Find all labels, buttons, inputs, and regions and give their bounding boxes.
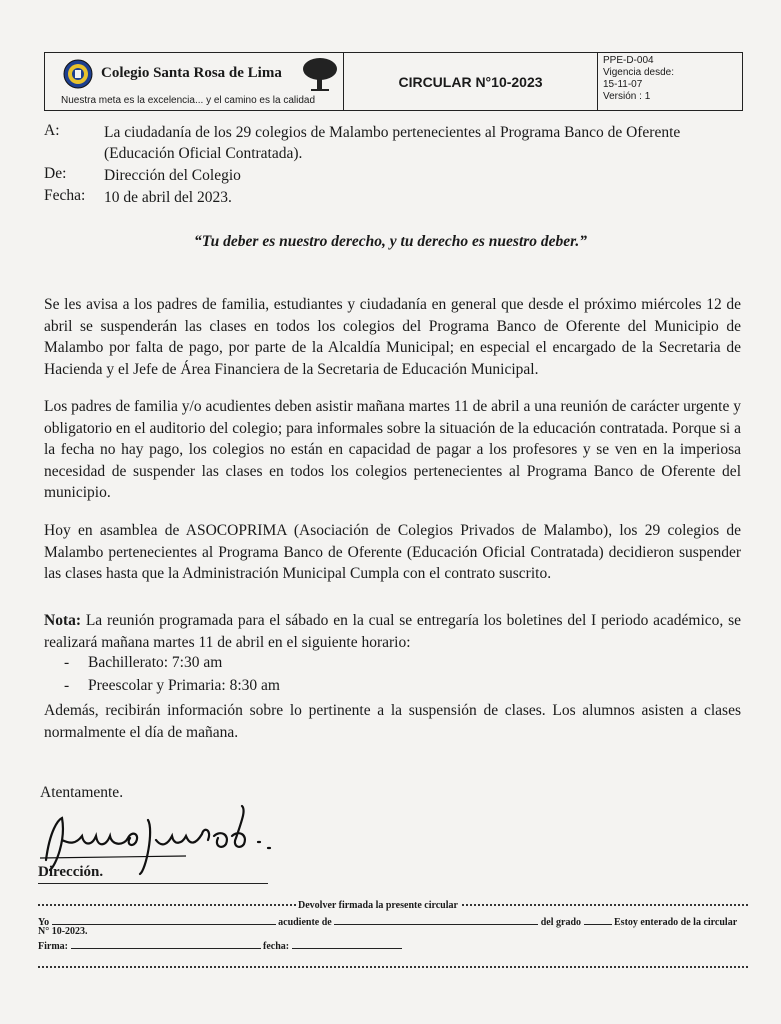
to-line-1: La ciudadanía de los 29 colegios de Malambo pertenecientes al Programa Banco de Oferente — [104, 124, 681, 141]
document-header — [44, 52, 743, 111]
paragraph-3: Hoy en asamblea de ASOCOPRIMA (Asociación de Colegios Privados de Malambo), los 29 colegios de Malambo pertenecientes al Programa Banco de Oferente (Educación Oficial Contratada) decidieron suspender las clases hasta que la Administración Municipal Cumpla con el contrato suscrito. — [44, 522, 741, 582]
paragraph-2: Los padres de familia y/o acudientes deben asistir mañana martes 11 de abril a una reunión de carácter urgente y obligatorio en el auditorio del colegio; para informales sobre la situación de la educación contratada. Porque si a la fecha no hay pago, los colegios no están en capacidad de pagar a los profesores y se ven en la imperiosa necesidad de suspender las clases en todos los colegios pertenecientes al Programa Banco de Oferente del municipio. — [44, 398, 741, 501]
header-title-cell — [344, 53, 598, 110]
tree-icon — [301, 56, 339, 92]
version: Versión : 1 — [603, 91, 651, 102]
document-meta — [603, 55, 674, 103]
to-label: A: — [44, 122, 60, 139]
circular-number: N° 10-2023. — [38, 926, 88, 937]
school-quote: “Tu deber es nuestro derecho, y tu derecho es nuestro deber.” — [194, 233, 587, 250]
document-code: PPE-D-004 — [603, 55, 654, 66]
paragraph-4: Además, recibirán información sobre lo pertinente a la suspensión de clases. Los alumnos asisten a clases normalmente el día de mañana. — [44, 702, 741, 741]
signer-title: Dirección. — [38, 864, 104, 880]
return-slip-line-2 — [38, 938, 402, 952]
return-instruction: Devolver firmada la presente circular — [298, 900, 458, 911]
yo-label: Yo — [38, 917, 50, 928]
fecha-label: fecha: — [263, 941, 290, 952]
schedule-item: - Preescolar y Primaria: 8:30 am — [64, 677, 280, 694]
enterado-label: Estoy enterado de la circular — [614, 917, 738, 928]
signature-field[interactable] — [71, 938, 261, 949]
school-seal-icon — [63, 59, 93, 89]
signature-line — [38, 883, 268, 884]
closing-regards: Atentamente. — [40, 784, 124, 801]
return-slip-line-1 — [38, 914, 748, 928]
acudiente-label: acudiente de — [278, 917, 332, 928]
note-label: Nota: — [44, 612, 82, 629]
cut-line-bottom — [38, 966, 748, 968]
validity-label: Vigencia desde: — [603, 67, 674, 78]
header-school-cell — [45, 53, 344, 110]
school-name: Colegio Santa Rosa de Lima — [101, 65, 282, 81]
grade-field[interactable] — [584, 914, 612, 925]
grado-label: del grado — [540, 917, 582, 928]
paragraph-1: Se les avisa a los padres de familia, estudiantes y ciudadanía en general que desde el próximo miércoles 12 de abril se suspenderán las clases en todos los colegios del Programa Banco de Oferente del Municipio de Malambo por falta de pago, por parte de la Alcaldía Municipal; en especial el encargado de la Secretaria de Hacienda y el Jefe de Área Financiera de la Secretaria de Educación Municipal. — [44, 296, 741, 378]
date-value: 10 de abril del 2023. — [104, 189, 232, 206]
date-field[interactable] — [292, 938, 402, 949]
circular-title: CIRCULAR N°10-2023 — [398, 74, 543, 90]
schedule-item: - Bachillerato: 7:30 am — [64, 654, 223, 671]
date-label: Fecha: — [44, 187, 86, 204]
from-label: De: — [44, 165, 67, 182]
name-field[interactable] — [52, 914, 276, 925]
schedule-item-text: Bachillerato: 7:30 am — [88, 654, 223, 671]
student-field[interactable] — [334, 914, 538, 925]
firma-label: Firma: — [38, 941, 68, 952]
to-value — [104, 122, 744, 164]
to-line-2: (Educación Oficial Contratada). — [104, 145, 303, 162]
validity-date: 15-11-07 — [603, 79, 643, 90]
schedule-item-text: Preescolar y Primaria: 8:30 am — [88, 677, 280, 694]
school-motto: Nuestra meta es la excelencia... y el camino es la calidad — [61, 95, 316, 106]
note-paragraph — [44, 610, 741, 653]
header-meta-cell — [598, 53, 742, 110]
note-text: La reunión programada para el sábado en la cual se entregaría los boletines del I periodo académico, se realizará mañana martes 11 de abril en el siguiente horario: — [44, 612, 741, 651]
from-value: Dirección del Colegio — [104, 167, 241, 184]
